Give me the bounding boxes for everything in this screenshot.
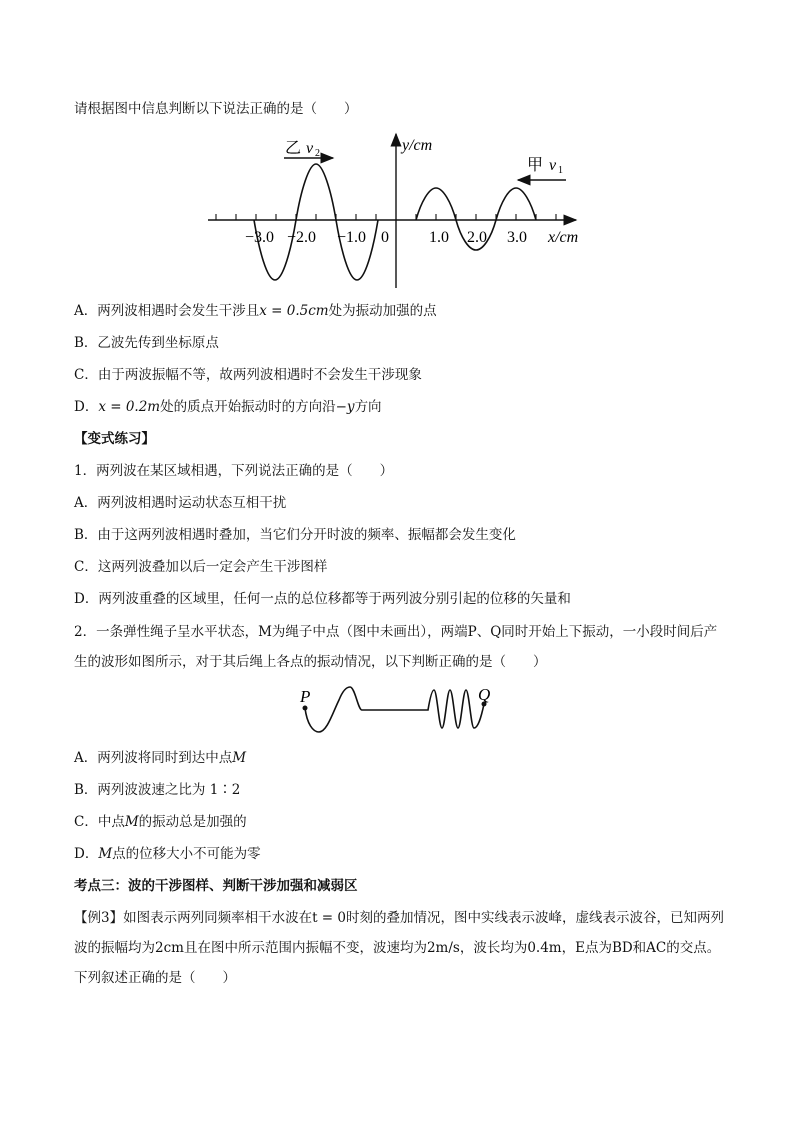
x-axis-label: x/cm <box>548 229 579 246</box>
p2-option-c: C．中点M的振动总是加强的 <box>74 814 247 830</box>
left-wave-speed-subscript: 2 <box>315 148 320 159</box>
q1-option-c: C．由于两波振幅不等，故两列波相遇时不会发生干涉现象 <box>74 367 422 383</box>
p1-option-c: C．这两列波叠加以后一定会产生干涉图样 <box>74 559 328 575</box>
section-3-title: 考点三：波的干涉图样、判断干涉加强和减弱区 <box>74 878 358 894</box>
p2-option-b: B．两列波波速之比为 1∶2 <box>74 782 241 798</box>
p1-option-a: A．两列波相遇时运动状态互相干扰 <box>74 495 287 511</box>
right-wave-name: 甲 <box>527 157 544 174</box>
tick-label: −2.0 <box>287 229 317 246</box>
tick-label: −3.0 <box>245 229 275 246</box>
left-wave-speed-label: v <box>306 140 314 157</box>
p1-option-b: B．由于这两列波相遇时叠加，当它们分开时波的频率、振幅都会发生变化 <box>74 527 516 543</box>
left-wave-curve <box>254 164 378 280</box>
practice-section-header: 【变式练习】 <box>74 431 155 447</box>
tick-label: 3.0 <box>507 229 527 246</box>
tick-label: 2.0 <box>467 229 487 246</box>
p2-option-d: D．M点的位移大小不可能为零 <box>74 846 261 862</box>
rope-wave-curve <box>305 687 484 732</box>
rope-wave-figure <box>0 680 794 740</box>
y-axis-label: y/cm <box>402 137 433 154</box>
q1-option-a: A．两列波相遇时会发生干涉且x = 0.5cm处为振动加强的点 <box>74 303 437 319</box>
label-p: P <box>300 687 311 706</box>
question-intro: 请根据图中信息判断以下说法正确的是（ ） <box>74 101 358 117</box>
right-wave-speed-subscript: 1 <box>558 165 563 176</box>
label-q: Q <box>478 685 491 704</box>
x-axis-ticks <box>216 214 556 220</box>
point-p-marker <box>303 706 308 711</box>
p2-stem: 2．一条弹性绳子呈水平状态，M为绳子中点（图中未画出），两端P、Q同时开始上下振动，一小段时间后产生的波形如图所示，对于其后绳上各点的振动情况，以下判断正确的是（ ） <box>74 624 718 670</box>
q1-option-b: B．乙波先传到坐标原点 <box>74 335 219 351</box>
example-3-stem: 【例3】如图表示两列同频率相干水波在t = 0时刻的叠加情况，图中实线表示波峰，虚线表示波谷，已知两列波的振幅均为2cm且在图中所示范围内振幅不变，波速均为2m/s，波长均为0.4m，E点为BD和AC的交点。下列叙述正确的是（ ） <box>74 910 724 986</box>
q1-option-d: D．x = 0.2m处的质点开始振动时的方向沿−y方向 <box>74 399 382 415</box>
wave-graph-figure <box>0 128 794 288</box>
tick-label: −1.0 <box>337 229 367 246</box>
math-expression: x = 0.2m <box>98 399 161 415</box>
p1-stem: 1．两列波在某区域相遇，下列说法正确的是（ ） <box>74 463 394 479</box>
math-expression: x = 0.5cm <box>259 303 329 319</box>
p1-option-d: D．两列波重叠的区域里，任何一点的总位移都等于两列波分别引起的位移的矢量和 <box>74 591 571 607</box>
tick-label: 0 <box>381 229 389 246</box>
tick-label: 1.0 <box>429 229 449 246</box>
math-expression: −y <box>335 399 355 415</box>
right-wave-speed-label: v <box>549 157 557 174</box>
left-wave-name: 乙 <box>285 140 302 157</box>
p2-option-a: A．两列波将同时到达中点M <box>74 750 247 766</box>
